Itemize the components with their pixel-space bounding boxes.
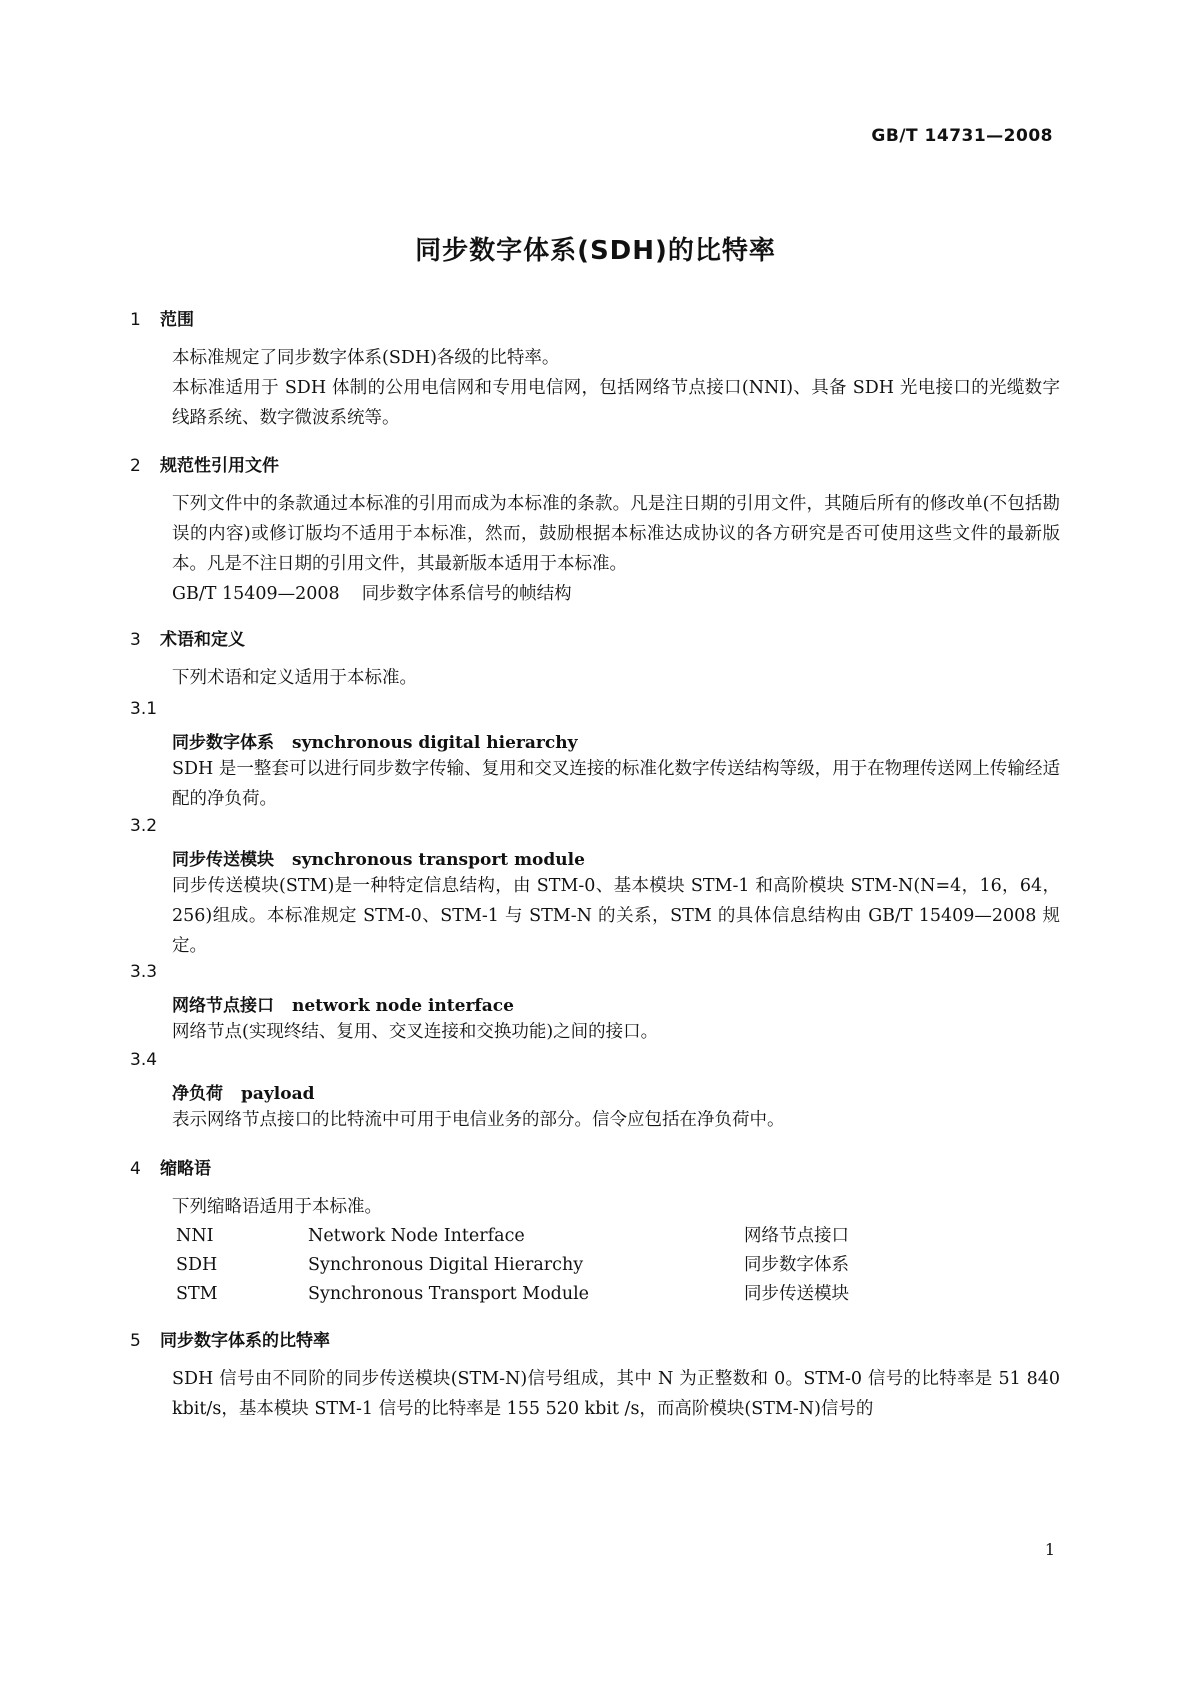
term-heading (172, 991, 514, 1016)
section-4-intro: 下列缩略语适用于本标准。 (172, 1197, 382, 1217)
section-number: 3 (130, 630, 141, 650)
term-definition (136, 754, 1060, 814)
section-title: 缩略语 (160, 1159, 211, 1179)
section-5-heading (130, 1326, 330, 1351)
abbreviation: NNI (176, 1226, 214, 1246)
term-number: 3.3 (130, 962, 158, 982)
paragraph-text: 本标准规定了同步数字体系(SDH)各级的比特率。 (172, 348, 560, 368)
section-3-heading (130, 625, 245, 650)
abbreviation-chinese: 同步数字体系 (744, 1255, 849, 1275)
page-number: 1 (1044, 1540, 1055, 1559)
term-english: payload (241, 1084, 315, 1104)
abbreviation: SDH (176, 1255, 218, 1275)
section-1-paragraph-1 (136, 343, 1060, 373)
term-chinese: 同步数字体系 (172, 733, 274, 753)
section-5-paragraph-1 (136, 1364, 1060, 1424)
paragraph-text: 同步传送模块(STM)是一种特定信息结构，由 STM-0、基本模块 STM-1 和高阶模块 STM-N(N=4，16，64，256)组成。本标准规定 STM-0、STM-1 与 STM-N 的关系，STM 的具体信息结构由 GB/T 15409—2008 规定。 (172, 876, 1060, 956)
term-chinese: 同步传送模块 (172, 850, 274, 870)
section-2-heading (130, 451, 279, 476)
section-1-heading (130, 305, 194, 330)
section-number: 4 (130, 1159, 141, 1179)
section-2-paragraph-1 (136, 489, 1060, 579)
term-number: 3.1 (130, 699, 158, 719)
paragraph-text: 表示网络节点接口的比特流中可用于电信业务的部分。信令应包括在净负荷中。 (172, 1110, 785, 1130)
section-1-paragraph-2 (136, 373, 1060, 433)
term-number: 3.4 (130, 1050, 158, 1070)
section-3-intro: 下列术语和定义适用于本标准。 (172, 668, 417, 688)
term-chinese: 网络节点接口 (172, 996, 274, 1016)
paragraph-text: SDH 信号由不同阶的同步传送模块(STM-N)信号组成，其中 N 为正整数和 0。STM-0 信号的比特率是 51 840 kbit/s，基本模块 STM-1 信号的比特率是 155 520 kbit /s，而高阶模块(STM-N)信号的 (172, 1369, 1060, 1419)
term-chinese: 净负荷 (172, 1084, 223, 1104)
paragraph-text: 本标准适用于 SDH 体制的公用电信网和专用电信网，包括网络节点接口(NNI)、具备 SDH 光电接口的光缆数字线路系统、数字微波系统等。 (172, 378, 1060, 428)
term-english: network node interface (292, 996, 514, 1016)
document-title: 同步数字体系(SDH)的比特率 (415, 236, 776, 266)
paragraph-text: 下列文件中的条款通过本标准的引用而成为本标准的条款。凡是注日期的引用文件，其随后所有的修改单(不包括勘误的内容)或修订版均不适用于本标准，然而，鼓励根据本标准达成协议的各方研究是否可使用这些文件的最新版本。凡是不注日期的引用文件，其最新版本适用于本标准。 (172, 494, 1060, 574)
term-heading (172, 845, 585, 870)
section-number: 5 (130, 1331, 141, 1351)
term-definition (136, 871, 1060, 961)
normative-reference (172, 579, 572, 609)
section-title: 术语和定义 (160, 630, 245, 650)
abbreviation-row (176, 1221, 849, 1251)
abbreviation-full: Synchronous Digital Hierarchy (308, 1255, 584, 1275)
term-english: synchronous digital hierarchy (292, 733, 578, 753)
abbreviation-row (176, 1250, 849, 1280)
abbreviation: STM (176, 1284, 218, 1304)
section-title: 范围 (160, 310, 194, 330)
abbreviation-row (176, 1279, 849, 1309)
term-heading (172, 1079, 314, 1104)
section-4-heading (130, 1154, 211, 1179)
paragraph-text: SDH 是一整套可以进行同步数字传输、复用和交叉连接的标准化数字传送结构等级，用于在物理传送网上传输经适配的净负荷。 (172, 759, 1060, 809)
reference-title: 同步数字体系信号的帧结构 (361, 584, 572, 604)
section-title: 同步数字体系的比特率 (160, 1331, 330, 1351)
abbreviation-chinese: 网络节点接口 (744, 1226, 849, 1246)
abbreviation-full: Network Node Interface (308, 1226, 525, 1246)
abbreviation-full: Synchronous Transport Module (308, 1284, 590, 1304)
section-number: 2 (130, 456, 141, 476)
term-definition (136, 1017, 1060, 1047)
standard-number: GB/T 14731—2008 (871, 126, 1053, 146)
term-definition (136, 1105, 1060, 1135)
section-number: 1 (130, 310, 141, 330)
paragraph-text: 网络节点(实现终结、复用、交叉连接和交换功能)之间的接口。 (172, 1022, 659, 1042)
term-english: synchronous transport module (292, 850, 585, 870)
section-title: 规范性引用文件 (160, 456, 279, 476)
term-heading (172, 728, 577, 753)
reference-code: GB/T 15409—2008 (172, 584, 340, 604)
term-number: 3.2 (130, 816, 158, 836)
abbreviation-chinese: 同步传送模块 (744, 1284, 849, 1304)
